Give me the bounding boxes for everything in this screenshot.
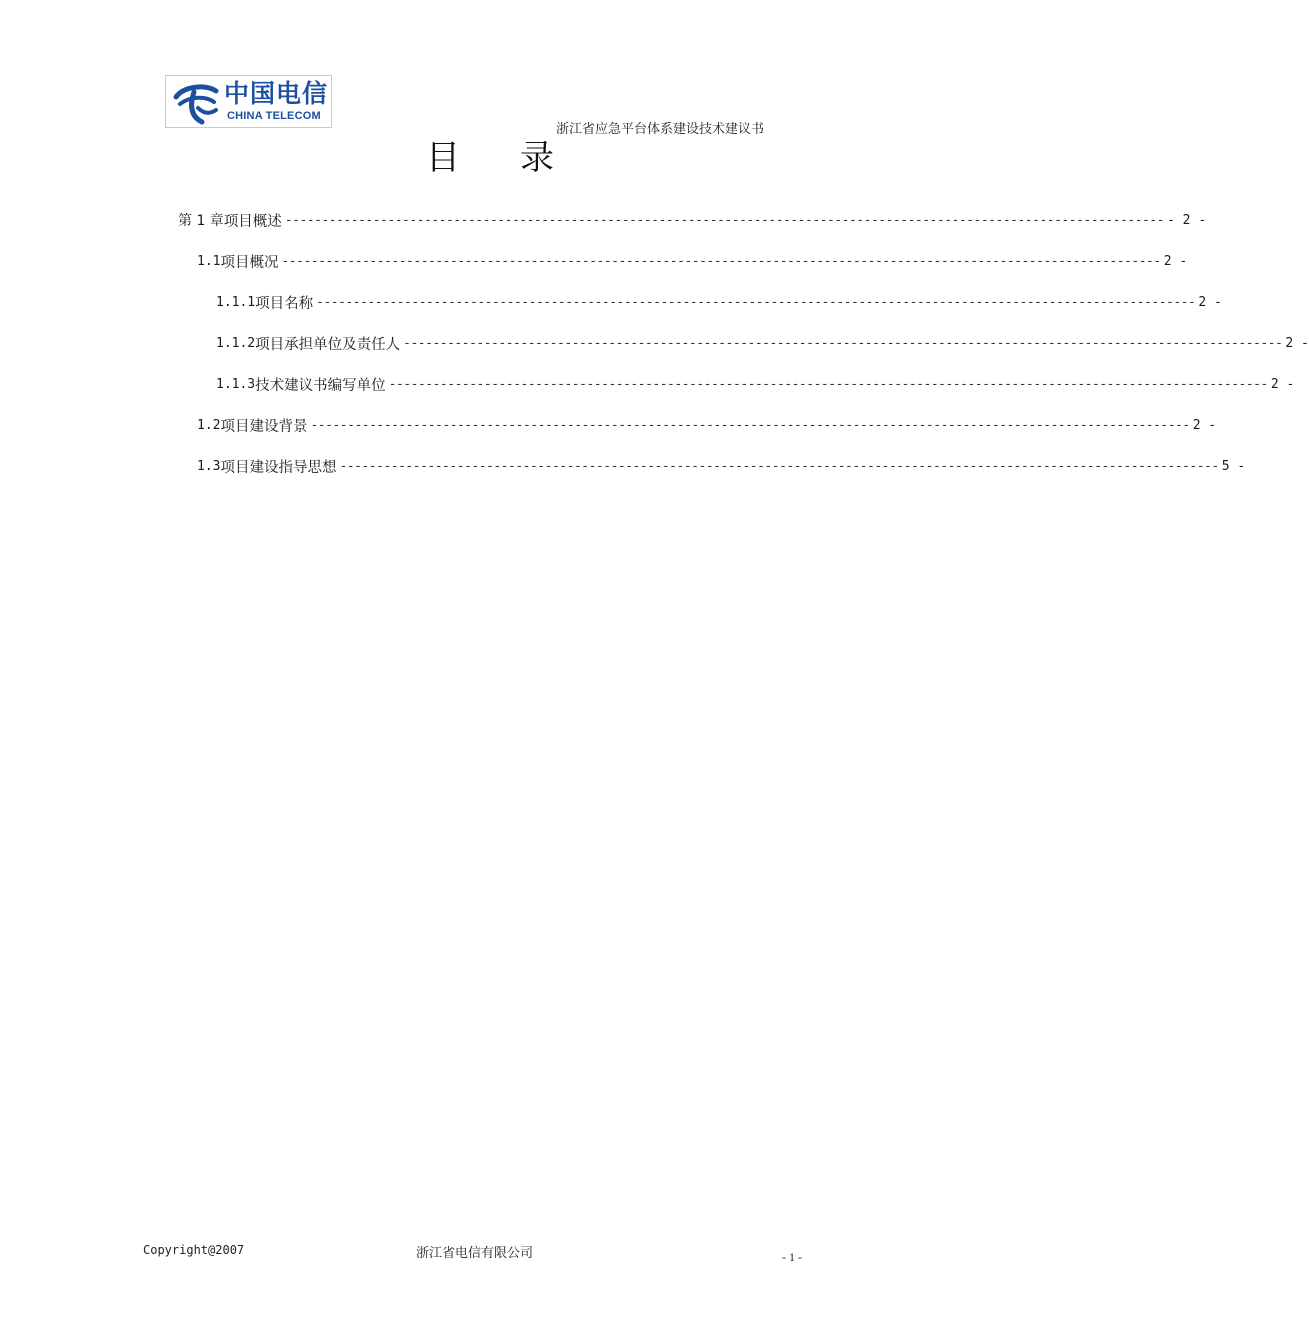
toc-entry-page: 2 - bbox=[1270, 376, 1295, 392]
toc-leader-dots: ------------------------------------------------------------------------------------------------------------------------ bbox=[316, 294, 1196, 310]
toc-entry-number: 1.3 bbox=[197, 458, 221, 474]
toc-entry-number: 1.1 bbox=[197, 253, 221, 269]
toc-leader-dots: ------------------------------------------------------------------------------------------------------------------------ bbox=[388, 376, 1268, 392]
logo-name-en: CHINA TELECOM bbox=[227, 110, 321, 122]
toc-entry-1-2[interactable] bbox=[197, 414, 1217, 436]
toc-entry-1-1-3[interactable] bbox=[216, 373, 1295, 395]
toc-leader-dots: ------------------------------------------------------------------------------------------------------------------------ bbox=[339, 458, 1219, 474]
toc-entry-1-3[interactable] bbox=[197, 455, 1246, 477]
company-logo bbox=[165, 75, 332, 128]
toc-entry-page: 2 - bbox=[1285, 335, 1309, 351]
toc-entry-page: 2 - bbox=[1198, 294, 1222, 310]
document-header-title: 浙江省应急平台体系建设技术建议书 bbox=[556, 122, 765, 137]
toc-entry-number: 1.2 bbox=[197, 417, 221, 433]
toc-leader-dots: ------------------------------------------------------------------------------------------------------------------------ bbox=[403, 335, 1283, 351]
toc-entry-1-1-2[interactable] bbox=[216, 332, 1309, 354]
toc-leader-dots: ------------------------------------------------------------------------------------------------------------------------ bbox=[284, 212, 1165, 228]
toc-leader-dots: ------------------------------------------------------------------------------------------------------------------------ bbox=[310, 417, 1190, 433]
footer-page-number: - 1 - bbox=[782, 1250, 802, 1264]
toc-entry-text: 项目建设指导思想 bbox=[220, 459, 337, 476]
toc-entry-text: 项目名称 bbox=[255, 295, 314, 312]
toc-entry-1-1[interactable] bbox=[197, 250, 1188, 272]
toc-entry-text: 项目概况 bbox=[220, 254, 279, 271]
toc-entry-number: 1.1.2 bbox=[216, 335, 256, 351]
footer-company: 浙江省电信有限公司 bbox=[416, 1246, 534, 1261]
toc-entry-page: 2 - bbox=[1192, 417, 1217, 433]
toc-entry-chapter-1[interactable] bbox=[178, 209, 1207, 231]
china-telecom-logo-icon bbox=[172, 80, 220, 126]
logo-name-cn: 中国电信 bbox=[224, 79, 329, 108]
toc-entry-page: 5 - bbox=[1221, 458, 1246, 474]
toc-entry-text: 项目概述 bbox=[223, 213, 282, 230]
toc-entry-1-1-1[interactable] bbox=[216, 291, 1222, 313]
toc-title: 目录 bbox=[426, 138, 614, 178]
toc-entry-number: 1.1.3 bbox=[216, 376, 256, 392]
toc-entry-text: 项目承担单位及责任人 bbox=[255, 336, 401, 353]
toc-entry-page: - 2 - bbox=[1167, 212, 1207, 228]
toc-entry-text: 项目建设背景 bbox=[220, 418, 308, 435]
footer-copyright: Copyright@2007 bbox=[143, 1243, 245, 1257]
toc-leader-dots: ------------------------------------------------------------------------------------------------------------------------ bbox=[281, 253, 1161, 269]
toc-entry-number: 1.1.1 bbox=[216, 294, 256, 310]
toc-entry-page: 2 - bbox=[1163, 253, 1188, 269]
toc-entry-number: 第 1 章 bbox=[178, 213, 224, 229]
toc-entry-text: 技术建议书编写单位 bbox=[255, 377, 386, 394]
